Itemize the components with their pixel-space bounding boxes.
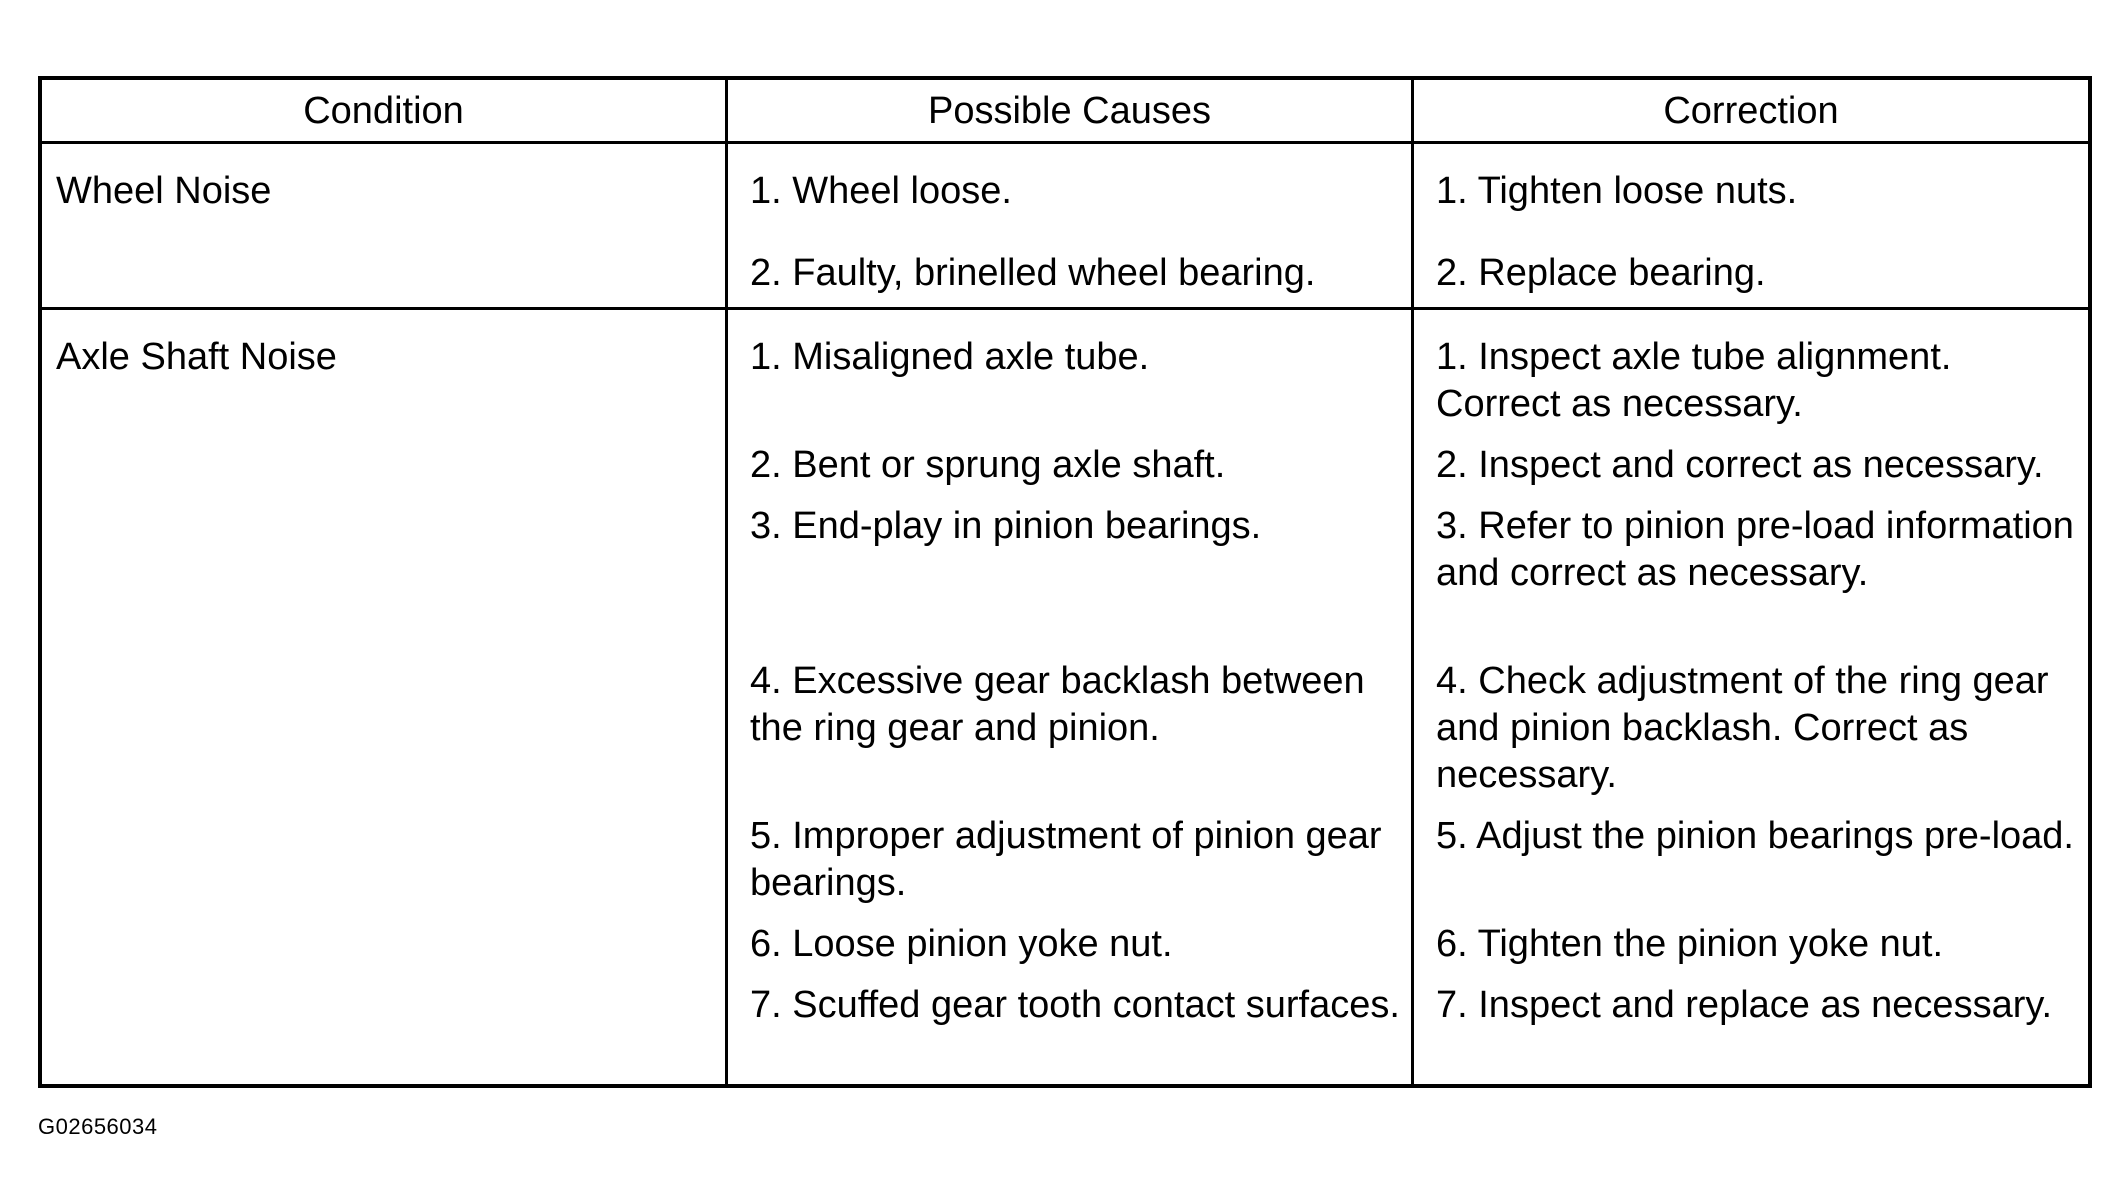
correction-item: 7. Inspect and replace as necessary. — [1436, 984, 2053, 1026]
cause-item: 1. Wheel loose. — [750, 170, 1012, 212]
cause-item: 7. Scuffed gear tooth contact surfaces. — [750, 984, 1400, 1026]
figure-code: G02656034 — [38, 1114, 158, 1139]
cause-item: 3. End-play in pinion bearings. — [750, 505, 1262, 547]
corrections-wheel-noise — [1414, 144, 2088, 310]
cause-item: 1. Misaligned axle tube. — [750, 336, 1150, 378]
cause-item: 2. Bent or sprung axle shaft. — [750, 444, 1226, 486]
cause-item: 4. Excessive gear backlash between the ring gear and pinion. — [750, 660, 1365, 749]
condition-wheel-noise: Wheel Noise — [42, 144, 728, 310]
header-correction: Correction — [1414, 80, 2088, 144]
correction-item: 2. Replace bearing. — [1436, 252, 1766, 294]
correction-item: 3. Refer to pinion pre-load information and correct as necessary. — [1436, 505, 2074, 594]
header-possible-causes: Possible Causes — [728, 80, 1414, 144]
correction-item: 6. Tighten the pinion yoke nut. — [1436, 923, 1944, 965]
correction-item: 1. Inspect axle tube alignment. Correct as necessary. — [1436, 336, 1952, 425]
correction-item: 2. Inspect and correct as necessary. — [1436, 444, 2044, 486]
causes-axle-shaft-noise — [728, 310, 1414, 1084]
cause-item: 5. Improper adjustment of pinion gear bearings. — [750, 815, 1382, 904]
correction-item: 4. Check adjustment of the ring gear and pinion backlash. Correct as necessary. — [1436, 660, 2049, 796]
diagnosis-table — [38, 76, 2092, 1088]
causes-wheel-noise — [728, 144, 1414, 310]
cause-item: 6. Loose pinion yoke nut. — [750, 923, 1173, 965]
corrections-axle-shaft-noise — [1414, 310, 2088, 1084]
cause-item: 2. Faulty, brinelled wheel bearing. — [750, 252, 1316, 294]
header-condition: Condition — [42, 80, 728, 144]
condition-axle-shaft-noise: Axle Shaft Noise — [42, 310, 728, 1084]
correction-item: 5. Adjust the pinion bearings pre-load. — [1436, 815, 2074, 857]
correction-item: 1. Tighten loose nuts. — [1436, 170, 1798, 212]
